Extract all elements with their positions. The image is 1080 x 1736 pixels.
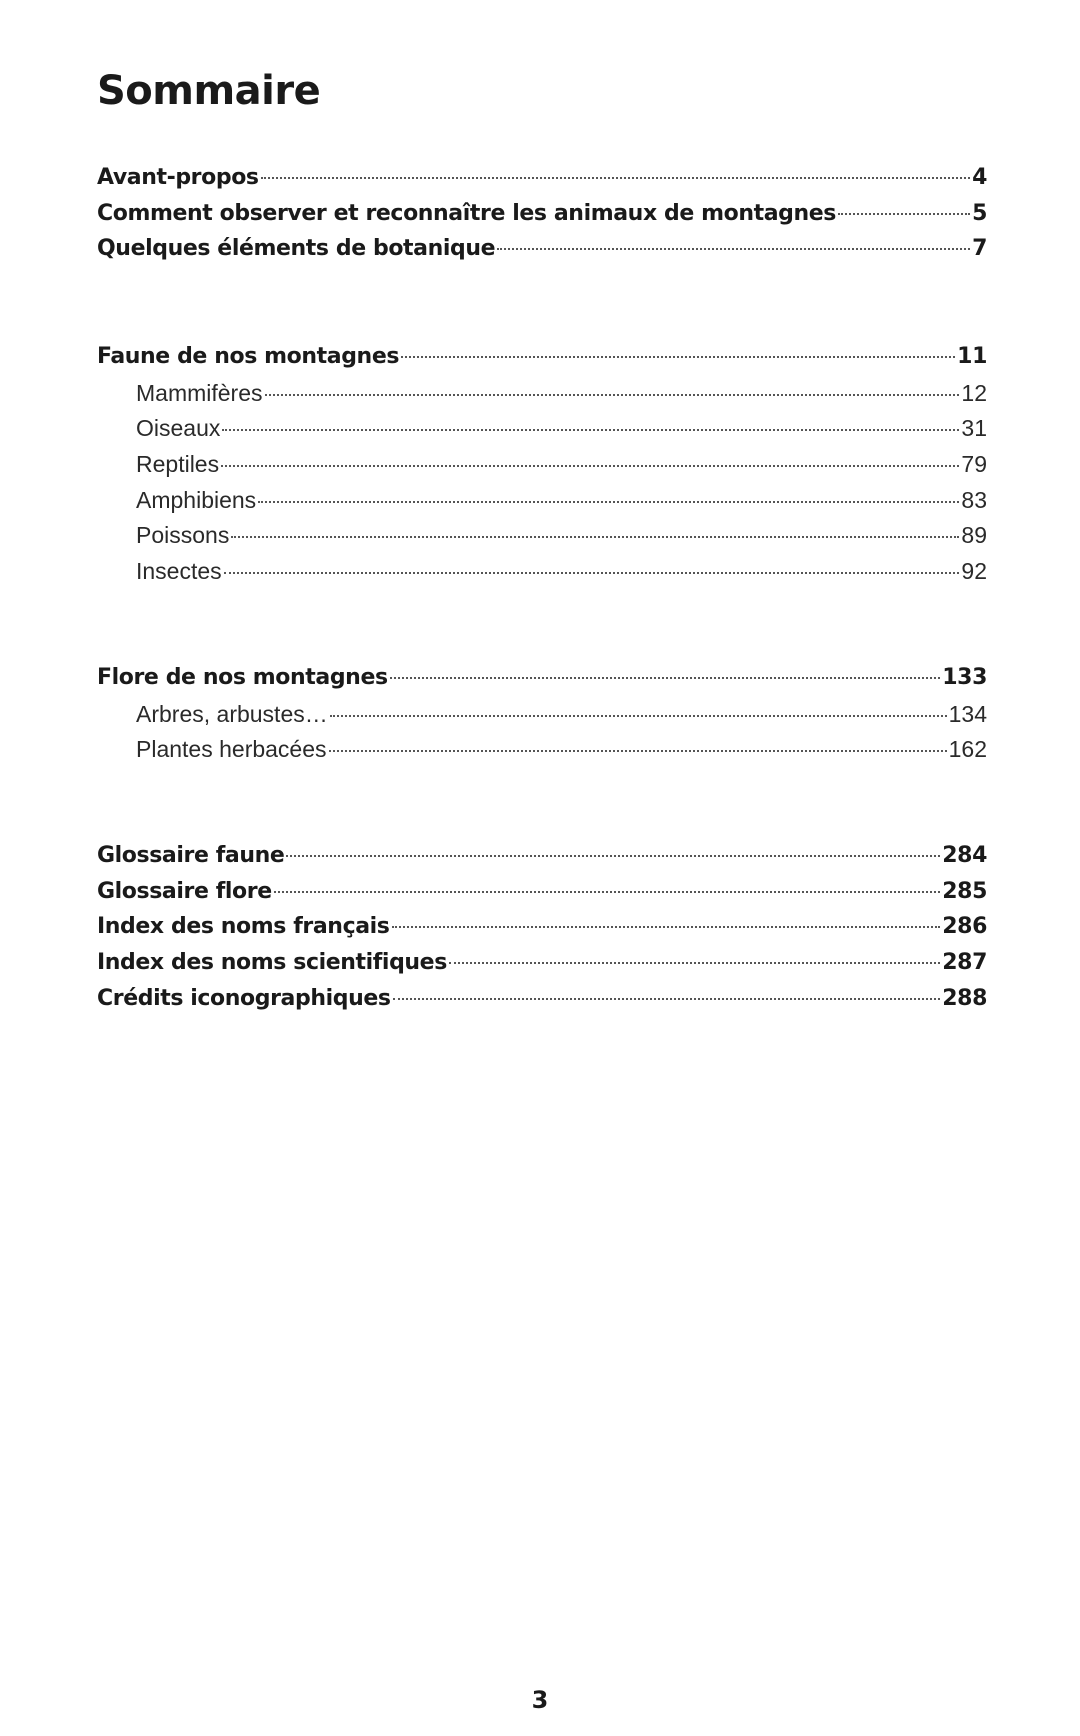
toc-entry-page: 4 [972, 165, 987, 190]
dot-leader [393, 998, 941, 1000]
dot-leader [221, 465, 959, 467]
dot-leader [265, 394, 960, 396]
toc-entry-page: 284 [942, 843, 987, 868]
toc-entry[interactable] [97, 165, 987, 201]
dot-leader [390, 677, 941, 679]
toc-entry-page: 92 [961, 558, 987, 585]
dot-leader [286, 855, 940, 857]
dot-leader [330, 715, 947, 717]
toc-faune-section [97, 344, 987, 594]
toc-entry-page: 134 [948, 700, 987, 727]
toc-section-heading[interactable] [97, 665, 987, 701]
toc-entry[interactable] [97, 843, 987, 879]
toc-entry-page: 133 [942, 665, 987, 690]
dot-leader [224, 572, 960, 574]
toc-entry-page: 31 [961, 415, 987, 442]
toc-entry-label: Faune de nos montagnes [97, 344, 400, 369]
dot-leader [838, 213, 970, 215]
toc-entry-page: 79 [961, 451, 987, 478]
toc-entry-label: Index des noms français [97, 914, 390, 940]
toc-entry-page: 12 [961, 379, 987, 406]
dot-leader [497, 248, 970, 250]
toc-entry-label: Plantes herbacées [136, 736, 327, 763]
toc-subentry[interactable] [97, 522, 987, 558]
toc-entry-label: Reptiles [136, 451, 220, 478]
toc-entry-page: 287 [942, 950, 987, 976]
toc-entry-label: Oiseaux [136, 415, 221, 442]
toc-entry-page: 288 [942, 985, 987, 1011]
dot-leader [329, 750, 947, 752]
toc-subentry[interactable] [97, 487, 987, 523]
toc-entry[interactable] [97, 236, 987, 272]
toc-entry-page: 286 [942, 914, 987, 940]
toc-entry-page: 11 [957, 344, 987, 369]
toc-entry-label: Comment observer et reconnaître les animaux de montagnes [97, 200, 837, 226]
toc-entry[interactable] [97, 986, 987, 1022]
dot-leader [231, 536, 959, 538]
toc-subentry[interactable] [97, 701, 987, 737]
dot-leader [274, 891, 941, 893]
toc-entry-label: Index des noms scientifiques [97, 950, 447, 976]
dot-leader [222, 429, 959, 431]
toc-entry-label: Avant-propos [97, 165, 259, 190]
toc-entry-page: 7 [972, 236, 987, 262]
toc-entry-label: Glossaire flore [97, 878, 272, 904]
toc-entry-label: Amphibiens [136, 486, 257, 513]
toc-entry-label: Glossaire faune [97, 843, 285, 868]
toc-entry[interactable] [97, 879, 987, 915]
toc-entry-page: 285 [942, 878, 987, 904]
toc-section-heading[interactable] [97, 344, 987, 380]
toc-entry-label: Mammifères [136, 379, 263, 406]
toc-entry-page: 162 [948, 736, 987, 763]
page-number: 3 [531, 1686, 549, 1714]
toc-entry-label: Flore de nos montagnes [97, 665, 388, 690]
dot-leader [392, 926, 941, 928]
toc-subentry[interactable] [97, 558, 987, 594]
page-title: Sommaire [97, 68, 321, 114]
toc-entry[interactable] [97, 201, 987, 237]
toc-entry-page: 83 [961, 486, 987, 513]
dot-leader [258, 501, 959, 503]
toc-intro-section [97, 165, 987, 272]
toc-entry[interactable] [97, 950, 987, 986]
toc-entry-page: 5 [972, 200, 987, 226]
dot-leader [261, 177, 970, 179]
toc-entry-label: Poissons [136, 522, 230, 549]
toc-subentry[interactable] [97, 380, 987, 416]
toc-subentry[interactable] [97, 736, 987, 772]
dot-leader [449, 962, 940, 964]
toc-entry[interactable] [97, 914, 987, 950]
toc-entry-label: Arbres, arbustes… [136, 700, 328, 727]
dot-leader [401, 356, 955, 358]
toc-entry-label: Insectes [136, 558, 222, 585]
toc-flore-section [97, 665, 987, 772]
toc-entry-page: 89 [961, 522, 987, 549]
toc-subentry[interactable] [97, 415, 987, 451]
toc-annexes-section [97, 843, 987, 1021]
toc-entry-label: Crédits iconographiques [97, 985, 391, 1011]
toc-subentry[interactable] [97, 451, 987, 487]
toc-entry-label: Quelques éléments de botanique [97, 236, 496, 262]
